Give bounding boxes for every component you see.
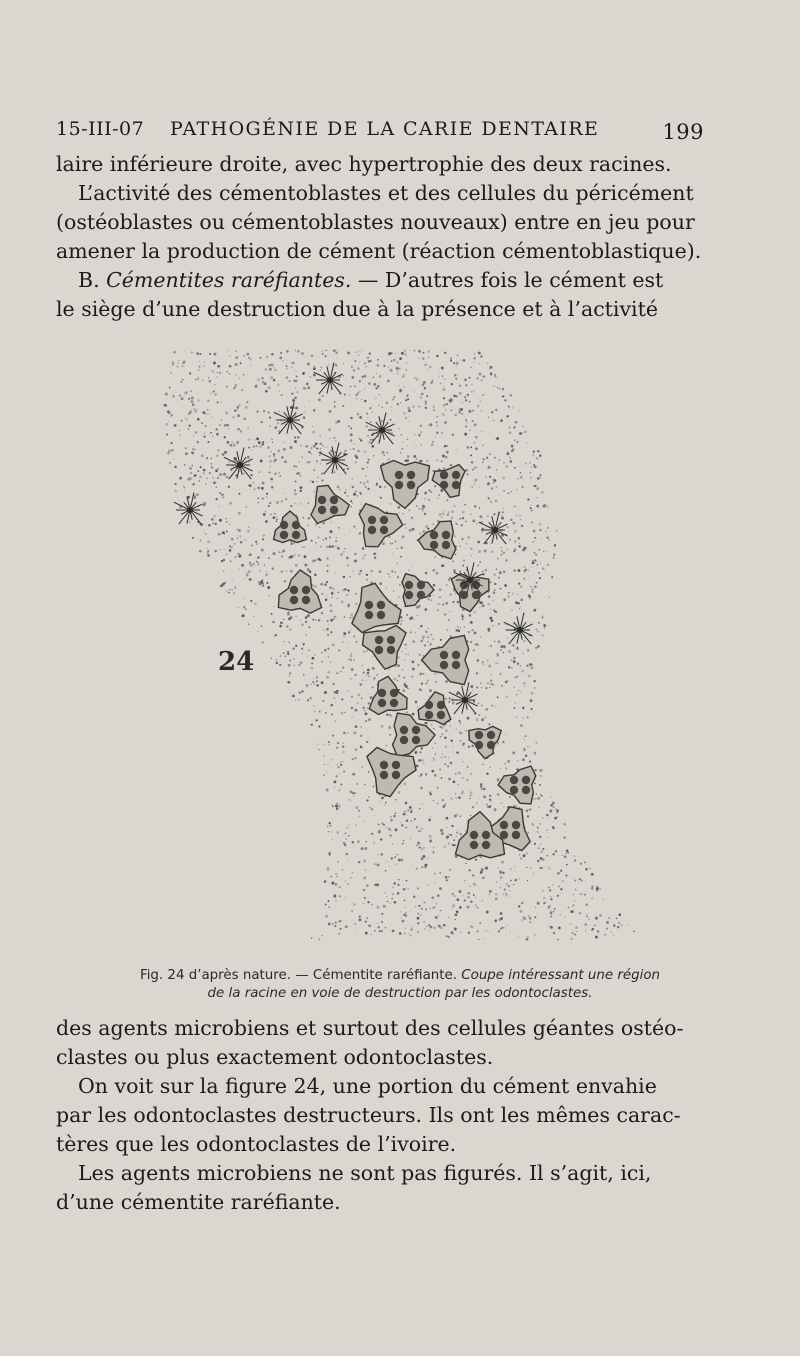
- odontoclast-cell: [359, 504, 403, 547]
- text-line: [56, 266, 696, 295]
- histology-figure: [150, 340, 650, 960]
- odontoclast-cell: [311, 485, 349, 523]
- header-date: 15-III-07: [56, 118, 145, 140]
- star-cell: [224, 448, 253, 480]
- header-title: PATHOGÉNIE DE LA CARIE DENTAIRE: [170, 118, 600, 140]
- text-line: On voit sur la figure 24, une portion du cément envahie: [78, 1074, 657, 1098]
- star-cell: [314, 363, 343, 395]
- text-line: laire inférieure droite, avec hypertrophie des deux racines.: [56, 152, 672, 176]
- odontoclast-cell: [469, 726, 501, 758]
- caption-italic: de la racine en voie de destruction par les odontoclastes.: [207, 986, 593, 1001]
- text-line: amener la production de cément (réaction cémentoblastique).: [56, 239, 702, 263]
- star-cell: [366, 413, 395, 445]
- figure-illustration: [150, 340, 650, 960]
- odontoclast-cell: [418, 692, 451, 725]
- section-heading: Cémentites raréfiantes.: [106, 268, 352, 292]
- text-line: Les agents microbiens ne sont pas figurés. Il s’agit, ici,: [78, 1161, 652, 1185]
- odontoclast-cell: [278, 570, 321, 613]
- text-line: L’activité des cémentoblastes et des cellules du péricément: [78, 181, 694, 205]
- odontoclast-cell: [418, 521, 456, 559]
- text-line: (ostéoblastes ou cémentoblastes nouveaux) entre en jeu pour: [56, 210, 695, 234]
- star-cell: [504, 613, 533, 645]
- text-block-bottom: [56, 1014, 696, 1217]
- caption-italic: Coupe intéressant une région: [461, 968, 661, 983]
- odontoclast-cell: [369, 676, 407, 714]
- caption-text: Fig. 24 d’après nature. — Cémentite raréfiante.: [139, 968, 462, 983]
- text-block-top: [56, 150, 702, 324]
- text-line: par les odontoclastes destructeurs. Ils ont les mêmes carac-: [56, 1103, 681, 1127]
- figure-label: 24: [218, 647, 255, 677]
- text-line: clastes ou plus exactement odontoclastes.: [56, 1045, 494, 1069]
- section-text: — D’autres fois le cément est: [351, 268, 664, 292]
- section-prefix: B.: [78, 268, 107, 292]
- odontoclast-cell: [274, 511, 307, 542]
- text-line: d’une cémentite raréfiante.: [56, 1190, 341, 1214]
- figure-caption: [56, 967, 744, 1003]
- odontoclast-cell: [498, 766, 536, 804]
- odontoclast-cell: [456, 812, 505, 860]
- star-cell: [274, 403, 303, 435]
- text-line: des agents microbiens et surtout des cellules géantes ostéo-: [56, 1016, 684, 1040]
- text-line: le siège d’une destruction due à la présence et à l’activité: [56, 297, 658, 321]
- odontoclast-cell: [422, 635, 469, 684]
- running-header: [56, 116, 716, 148]
- text-line: tères que les odontoclastes de l’ivoire.: [56, 1132, 457, 1156]
- odontoclast-cell: [363, 626, 407, 670]
- star-cell: [449, 683, 478, 715]
- odontoclast-cell: [381, 461, 430, 509]
- page-number: 199: [662, 120, 704, 144]
- odontoclast-cell: [432, 465, 465, 498]
- odontoclast-cell: [402, 574, 434, 607]
